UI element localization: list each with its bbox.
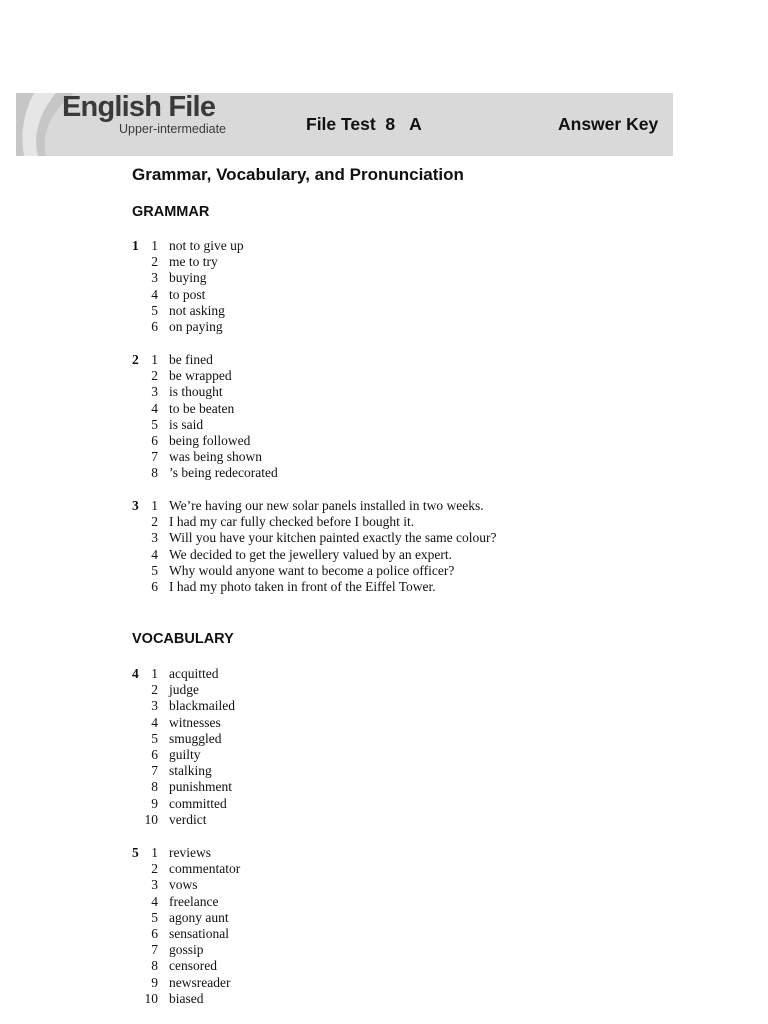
item-number: 7 [151, 763, 158, 779]
item-number: 2 [151, 514, 158, 530]
item-number: 6 [151, 318, 158, 334]
item-number: 2 [151, 682, 158, 698]
answer-text: is thought [169, 384, 223, 400]
exercise-number: 5 [132, 845, 139, 860]
answer-text: newsreader [169, 974, 231, 990]
answer-text: guilty [169, 746, 201, 762]
item-number: 5 [151, 416, 158, 432]
answer-text: on paying [169, 318, 223, 334]
item-number: 4 [151, 286, 158, 302]
item-number: 6 [151, 925, 158, 941]
item-number: 3 [151, 384, 158, 400]
item-number: 6 [151, 746, 158, 762]
answer-text: was being shown [169, 449, 262, 465]
item-number: 6 [151, 432, 158, 448]
answer-text: Will you have your kitchen painted exactly the same colour? [169, 530, 497, 546]
brand-logo-title: English File [62, 93, 216, 123]
item-number: 3 [151, 877, 158, 893]
vocabulary-heading: VOCABULARY [132, 631, 234, 647]
item-number: 8 [151, 958, 158, 974]
item-number: 7 [151, 942, 158, 958]
item-number: 6 [151, 578, 158, 594]
section-title: Grammar, Vocabulary, and Pronunciation [132, 165, 464, 184]
item-number: 1 [151, 498, 158, 513]
answer-text: agony aunt [169, 909, 229, 925]
answer-text: being followed [169, 432, 251, 448]
item-number: 5 [151, 562, 158, 578]
exercise-number: 2 [132, 352, 139, 367]
grammar-heading: GRAMMAR [132, 204, 210, 220]
answer-text: acquitted [169, 666, 219, 681]
answer-text: judge [169, 682, 199, 698]
item-number: 3 [151, 270, 158, 286]
exercise-number: 1 [132, 238, 139, 253]
answer-text: commentator [169, 861, 241, 877]
item-number: 1 [151, 238, 158, 253]
item-number: 2 [151, 368, 158, 384]
answer-text: is said [169, 416, 204, 432]
answer-text: be wrapped [169, 368, 232, 384]
answer-text: reviews [169, 845, 211, 860]
answer-text: I had my car fully checked before I bought it. [169, 514, 415, 530]
item-number: 9 [151, 795, 158, 811]
item-number: 1 [151, 352, 158, 367]
answer-text: We’re having our new solar panels installed in two weeks. [169, 498, 484, 513]
item-number: 10 [144, 811, 158, 827]
answer-text: ’s being redecorated [169, 465, 278, 481]
answer-text: be fined [169, 352, 213, 367]
answer-key-label: Answer Key [558, 114, 659, 134]
answer-text: stalking [169, 763, 212, 779]
item-number: 4 [151, 400, 158, 416]
answer-text: to post [169, 286, 206, 302]
answer-text: witnesses [169, 714, 221, 730]
answer-text: punishment [169, 779, 232, 795]
answer-text: not to give up [169, 238, 244, 253]
answer-text: me to try [169, 254, 218, 270]
item-number: 8 [151, 465, 158, 481]
answer-text: to be beaten [169, 400, 235, 416]
answer-text: Why would anyone want to become a police officer? [169, 562, 455, 578]
exercise-number: 3 [132, 498, 139, 513]
answer-text: We decided to get the jewellery valued by an expert. [169, 546, 453, 562]
answer-text: sensational [169, 925, 229, 941]
item-number: 4 [151, 893, 158, 909]
answer-text: smuggled [169, 730, 222, 746]
brand-logo-subtitle: Upper-intermediate [119, 122, 226, 136]
item-number: 4 [151, 714, 158, 730]
item-number: 3 [151, 698, 158, 714]
item-number: 1 [151, 845, 158, 860]
item-number: 9 [151, 974, 158, 990]
exercise-number: 4 [132, 666, 139, 681]
item-number: 2 [151, 254, 158, 270]
item-number: 8 [151, 779, 158, 795]
answer-text: I had my photo taken in front of the Eiffel Tower. [169, 578, 436, 594]
answer-text: blackmailed [169, 698, 235, 714]
test-title: File Test 8 A [306, 114, 422, 134]
item-number: 5 [151, 302, 158, 318]
answer-text: freelance [169, 893, 219, 909]
answer-text: buying [169, 270, 207, 286]
item-number: 2 [151, 861, 158, 877]
answer-text: verdict [169, 811, 207, 827]
item-number: 5 [151, 909, 158, 925]
header-banner [16, 93, 673, 156]
item-number: 4 [151, 546, 158, 562]
item-number: 3 [151, 530, 158, 546]
answer-text: committed [169, 795, 227, 811]
item-number: 7 [151, 449, 158, 465]
answer-text: gossip [169, 942, 204, 958]
answer-text: biased [169, 990, 204, 1006]
item-number: 5 [151, 730, 158, 746]
answer-text: vows [169, 877, 198, 893]
item-number: 10 [144, 990, 158, 1006]
item-number: 1 [151, 666, 158, 681]
answer-text: not asking [169, 302, 225, 318]
answer-text: censored [169, 958, 217, 974]
